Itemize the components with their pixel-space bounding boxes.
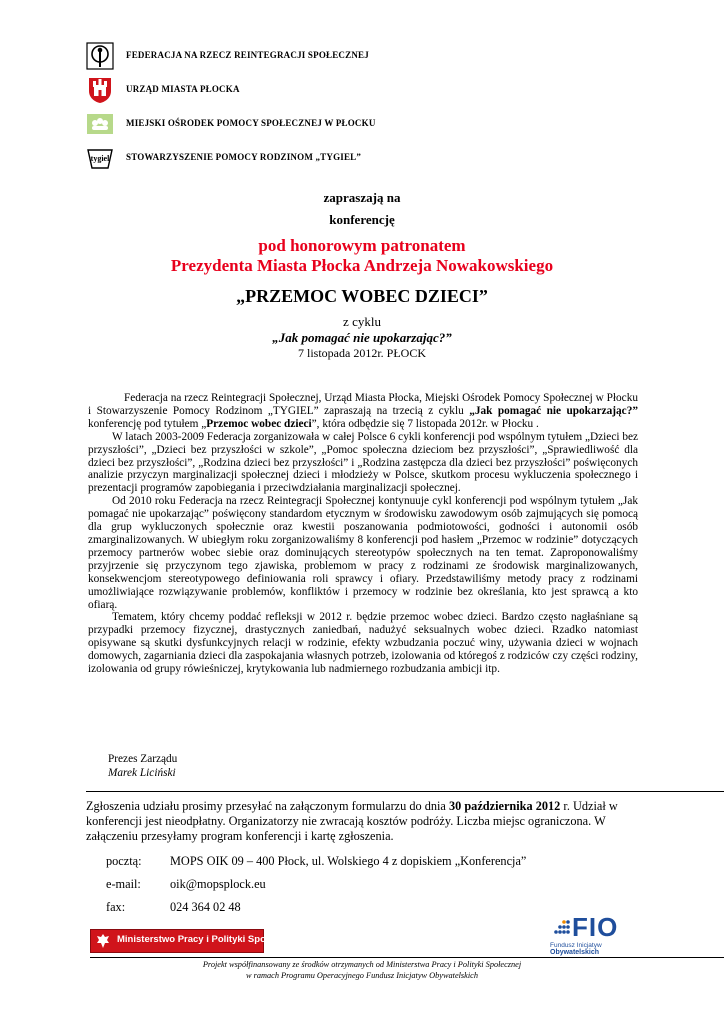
invite-line-2: konferencję — [329, 212, 395, 227]
plock-coat-of-arms-icon — [86, 76, 114, 104]
sign-name: Marek Liciński — [108, 767, 176, 779]
registration-deadline: 30 października 2012 — [448, 799, 561, 813]
p1-part-a: Federacja na rzecz Reintegracji Społecznej, Urząd Miasta Płocka, Miejski Ośrodek Pomocy Społecznej w Płocku i Stowarzyszenie Pomocy Rodzinom „TYGIEL” zapraszają na trzecią z cyklu — [88, 392, 638, 417]
contact-label: e-mail: — [106, 877, 141, 891]
p1-series-bold: „Jak pomagać nie upokarzając?” — [469, 404, 638, 417]
patronage-line-1: pod honorowym patronatem — [258, 236, 466, 255]
registration-part-a: Zgłoszenia udziału prosimy przesyłać na załączonym formularzu do dnia — [86, 799, 449, 813]
p1-part-e: ”, która odbędzie się 7 listopada 2012r. w Płocku . — [311, 417, 539, 430]
org-name: STOWARZYSZENIE POMOCY RODZINOM „TYGIEL” — [126, 152, 362, 162]
tygiel-logo-icon — [86, 144, 114, 172]
signature-block — [108, 752, 177, 780]
paragraph-3: Od 2010 roku Federacja na rzecz Reintegracji Społecznej kontynuuje cykl konferencji pod wspólnym tytułem „Jak pomagać nie upokarzając” poświęcony standardom etycznym w środowisku zawodowym osób zajmujących się pomocą dla grup wykluczonych społecznie oraz kwestii poszanowania podmiotowości, godności i autonomii osób zmarginalizowanych. W ubiegłym roku zorganizowaliśmy 8 konferencji pod hasłem „Przemoc w rodzinie” dotyczących przemocy partnerów wobec siebie oraz dominujących stereotypów społecznych na ten temat. Zaproponowaliśmy przyjrzenie się przyczynom tego zjawiska, problemom w pracy z rodzinami ze środowisk marginalizowanych, konsekwencjom stereotypowego definiowania roli sprawcy i ofiary. Przedstawiliśmy metody pracy z rodzinami umożliwiające rozwiązywanie problemów, konfliktów i przemocy w rodzinie bez określania, kto jest sprawcą a kto ofiarą. — [88, 495, 638, 611]
ministry-logo — [90, 929, 298, 953]
federation-logo-icon — [86, 42, 114, 70]
series-name: „Jak pomagać nie upokarzając?” — [272, 330, 452, 345]
contact-value: MOPS OIK 09 – 400 Płock, ul. Wolskiego 4 z dopiskiem „Konferencja” — [170, 854, 527, 868]
contact-label: fax: — [106, 900, 126, 914]
footer-divider — [90, 957, 724, 958]
date-place: 7 listopada 2012r. PŁOCK — [298, 346, 426, 360]
invite-line-1: zapraszają na — [323, 190, 401, 205]
footer-note — [0, 959, 724, 981]
contact-value: 024 364 02 48 — [170, 900, 241, 914]
ministry-name: Ministerstwo Pracy i Polityki Społecznej — [117, 934, 298, 945]
registration-text — [86, 799, 631, 844]
paragraph-1 — [88, 392, 638, 431]
registration-part-b: r. Udział w konferencji jest nieodpłatny. Organizatorzy nie zwracają kosztów podróży. Liczba miejsc ograniczona. W załączeniu przesyłamy program konferencji i kartę zgłoszenia. — [86, 799, 618, 843]
org-name: URZĄD MIASTA PŁOCKA — [126, 84, 240, 94]
polish-eagle-icon — [93, 931, 113, 951]
patronage-line-2: Prezydenta Miasta Płocka Andrzeja Nowakowskiego — [170, 256, 554, 275]
divider — [86, 791, 724, 792]
paragraph-2: W latach 2003-2009 Federacja zorganizowała w całej Polsce 6 cykli konferencji pod wspólnym tytułem „Dzieci bez przyszłości”, „Dzieci bez przyszłości w szkole”, „Pomoc społeczna dzieciom bez przyszłości”, „Sprawiedliwość dla dzieci bez przyszłości”, „Rodzina dzieci bez przyszłości” i „Rodzina zastępcza dla dzieci bez przyszłości” poświęconych analizie przyczyn marginalizacji społecznej dzieci i młodzieży w Polsce, skutkom procesu wykluczenia społecznego i prezentacji programów zapobiegania i przeciwdziałania marginalizacji społecznej. — [88, 430, 638, 495]
sign-role: Prezes Zarządu — [108, 753, 178, 765]
fio-big-text: FIO — [572, 912, 619, 942]
p1-part-c: konferencję pod tytułem „ — [88, 417, 207, 430]
org-name: MIEJSKI OŚRODEK POMOCY SPOŁECZNEJ W PŁOCKU — [126, 118, 376, 128]
org-name: FEDERACJA NA RZECZ REINTEGRACJI SPOŁECZNEJ — [126, 50, 369, 60]
footer-line-1: Projekt współfinansowany ze środków otrzymanych od Ministerstwa Pracy i Polityki Społecznej — [202, 960, 522, 969]
fio-small-text-2: Obywatelskich — [550, 949, 600, 956]
mops-logo-icon — [86, 110, 114, 138]
tygiel-logo-text: tygiel — [90, 154, 110, 163]
footer-line-2: w ramach Programu Operacyjnego Fundusz Inicjatyw Obywatelskich — [246, 971, 478, 980]
fio-logo — [550, 912, 630, 958]
conference-title: „PRZEMOC WOBEC DZIECI” — [236, 286, 488, 306]
paragraph-4: Tematem, który chcemy poddać refleksji w 2012 r. będzie przemoc wobec dzieci. Bardzo często nagłaśniane są przypadki przemocy fizycznej, drastycznych zaniedbań, nadużyć seksualnych wobec dzieci. Rzadko natomiast opisywane są skutki dysfunkcyjnych relacji w rodzinie, efekty wzbudzania poczuć winy, używania dzieci w wojnach domowych, zagarniania dzieci dla zaspokajania własnych potrzeb, izolowania od któregoś z rodziców czy części rodziny, izolowania od grupy rówieśniczej, krytykowania lub nadmiernego rozbudzania ambicji itp. — [88, 611, 638, 676]
p1-title-bold: Przemoc wobec dzieci — [206, 417, 312, 430]
fio-dots-icon — [550, 918, 570, 938]
invitation-body — [88, 392, 638, 676]
contact-value[interactable]: oik@mopsplock.eu — [170, 877, 266, 891]
series-intro: z cyklu — [343, 314, 381, 329]
fio-small-text-1: Fundusz Inicjatyw — [550, 942, 602, 949]
contact-label: pocztą: — [106, 854, 142, 868]
